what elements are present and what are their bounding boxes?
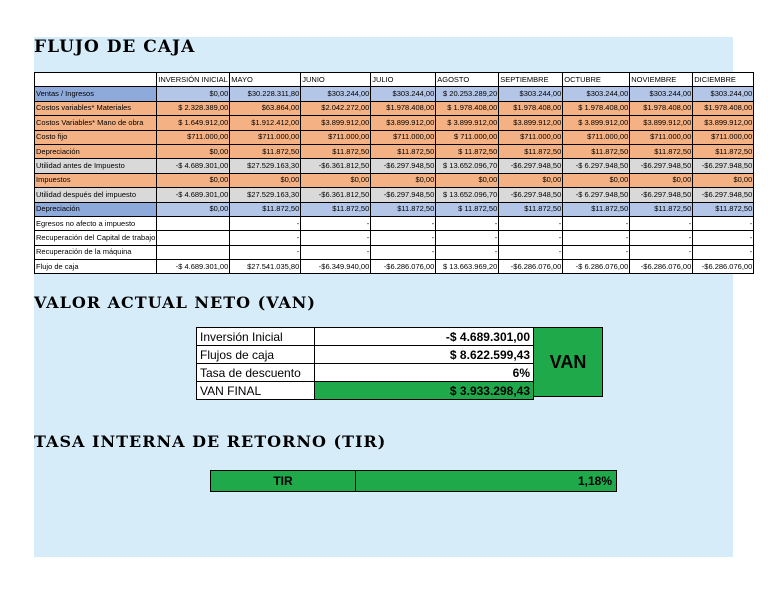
table-cell: $711.000,00	[301, 130, 371, 144]
van-title: VALOR ACTUAL NETO (VAN)	[34, 293, 316, 312]
row-label: Flujo de caja	[35, 260, 157, 274]
table-cell: $11.872,50	[630, 202, 693, 216]
row-label: Ventas / Ingresos	[35, 87, 157, 101]
table-cell: $11.872,50	[499, 144, 563, 158]
table-cell: $11.872,50	[371, 144, 436, 158]
column-header: OCTUBRE	[563, 73, 630, 87]
table-cell: -$ 4.689.301,00	[157, 188, 230, 202]
table-cell: $ 3.899.912,00	[436, 116, 499, 130]
table-cell: $0,00	[371, 173, 436, 187]
row-label: Utilidad antes de Impuesto	[35, 159, 157, 173]
table-cell: $3.899.912,00	[630, 116, 693, 130]
table-cell: -	[436, 216, 499, 230]
van-row	[197, 382, 534, 400]
table-cell: $0,00	[630, 173, 693, 187]
header-row	[35, 73, 754, 87]
cashflow-table	[34, 72, 754, 274]
table-cell: $27.529.163,30	[230, 188, 301, 202]
column-header: NOVIEMBRE	[630, 73, 693, 87]
table-cell: -	[563, 216, 630, 230]
row-label: Egresos no afecto a impuesto	[35, 216, 157, 230]
table-cell: -	[301, 231, 371, 245]
table-cell: $ 1.649.912,00	[157, 116, 230, 130]
column-header: AGOSTO	[436, 73, 499, 87]
table-cell: $711.000,00	[563, 130, 630, 144]
table-cell: -	[693, 245, 754, 259]
table-cell: -$6.361.812,50	[301, 159, 371, 173]
tir-label: TIR	[211, 471, 356, 491]
table-cell: $303.244,00	[563, 87, 630, 101]
table-cell: $711.000,00	[157, 130, 230, 144]
table-cell: $303.244,00	[301, 87, 371, 101]
table-row	[35, 116, 754, 130]
table-cell: -	[499, 231, 563, 245]
table-cell: -$6.349.940,00	[301, 260, 371, 274]
table-cell: $11.872,50	[230, 202, 301, 216]
table-cell: $711.000,00	[630, 130, 693, 144]
row-label: Utilidad después del impuesto	[35, 188, 157, 202]
van-row	[197, 364, 534, 382]
table-row	[35, 101, 754, 115]
table-cell: -$6.297.948,50	[693, 159, 754, 173]
table-cell: $63.864,00	[230, 101, 301, 115]
table-cell: $27.541.035,80	[230, 260, 301, 274]
table-cell: -	[371, 245, 436, 259]
table-cell: -	[693, 231, 754, 245]
table-cell: -$6.286.076,00	[693, 260, 754, 274]
table-cell: $303.244,00	[371, 87, 436, 101]
table-cell: $1.912.412,00	[230, 116, 301, 130]
tir-value: 1,18%	[577, 474, 612, 488]
table-cell: $ 3.899.912,00	[563, 116, 630, 130]
table-cell: $3.899.912,00	[371, 116, 436, 130]
row-label: Depreciación	[35, 202, 157, 216]
table-cell: $0,00	[157, 87, 230, 101]
table-cell: $ 11.872,50	[436, 202, 499, 216]
table-cell: -	[563, 245, 630, 259]
table-row	[35, 260, 754, 274]
column-header	[35, 73, 157, 87]
column-header: DICIEMBRE	[693, 73, 754, 87]
table-cell: -	[301, 245, 371, 259]
table-cell: $0,00	[157, 144, 230, 158]
column-header: INVERSIÓN INICIAL	[157, 73, 230, 87]
table-cell: -$6.286.076,00	[371, 260, 436, 274]
table-cell: -	[230, 231, 301, 245]
table-cell: -	[371, 231, 436, 245]
table-cell: $303.244,00	[630, 87, 693, 101]
table-cell: $0,00	[499, 173, 563, 187]
table-cell: $1.978.408,00	[499, 101, 563, 115]
table-cell: $ 11.872,50	[436, 144, 499, 158]
table-cell: $3.899.912,00	[693, 116, 754, 130]
table-cell: $711.000,00	[371, 130, 436, 144]
table-row	[35, 231, 754, 245]
table-cell: $27.529.163,30	[230, 159, 301, 173]
table-cell: $11.872,50	[371, 202, 436, 216]
table-cell: -$6.297.948,50	[630, 188, 693, 202]
table-cell: -$6.297.948,50	[371, 188, 436, 202]
cashflow-title: FLUJO DE CAJA	[34, 37, 196, 57]
table-cell: -	[499, 245, 563, 259]
column-header: JUNIO	[301, 73, 371, 87]
table-cell: -	[301, 216, 371, 230]
van-badge: VAN	[533, 327, 603, 397]
table-cell: -$6.297.948,50	[499, 159, 563, 173]
table-cell: -	[630, 245, 693, 259]
table-cell: $0,00	[436, 173, 499, 187]
table-cell: $ 2.328.389,00	[157, 101, 230, 115]
table-row	[35, 173, 754, 187]
van-value: $ 8.622.599,43	[315, 346, 534, 364]
table-cell: -$ 6.286.076,00	[563, 260, 630, 274]
table-cell: $11.872,50	[693, 202, 754, 216]
table-cell: $ 13.663.969,20	[436, 260, 499, 274]
table-cell: -	[563, 231, 630, 245]
table-cell: -	[230, 216, 301, 230]
table-cell: -	[630, 216, 693, 230]
table-cell: $0,00	[157, 202, 230, 216]
table-cell: -$6.297.948,50	[630, 159, 693, 173]
table-cell: -$ 6.297.948,50	[563, 159, 630, 173]
van-value: 6%	[315, 364, 534, 382]
table-cell: $1.978.408,00	[371, 101, 436, 115]
table-cell: $0,00	[563, 173, 630, 187]
table-cell: $ 13.652.096,70	[436, 188, 499, 202]
table-cell: $3.899.912,00	[499, 116, 563, 130]
table-cell: $0,00	[157, 173, 230, 187]
table-cell: $11.872,50	[563, 202, 630, 216]
table-cell: $11.872,50	[301, 144, 371, 158]
van-row	[197, 346, 534, 364]
table-cell	[157, 231, 230, 245]
table-cell: $2.042.272,00	[301, 101, 371, 115]
table-cell: $11.872,50	[693, 144, 754, 158]
table-cell: -	[436, 231, 499, 245]
table-cell: $11.872,50	[630, 144, 693, 158]
table-row	[35, 202, 754, 216]
column-header: MAYO	[230, 73, 301, 87]
table-cell	[157, 245, 230, 259]
van-value: -$ 4.689.301,00	[315, 328, 534, 346]
table-cell: $711.000,00	[693, 130, 754, 144]
table-cell: $3.899.912,00	[301, 116, 371, 130]
table-cell: -$ 4.689.301,00	[157, 159, 230, 173]
table-cell: $11.872,50	[301, 202, 371, 216]
table-row	[35, 130, 754, 144]
row-label: Depreciación	[35, 144, 157, 158]
table-cell: -$6.286.076,00	[630, 260, 693, 274]
van-label: VAN FINAL	[197, 382, 315, 400]
table-cell: $303.244,00	[499, 87, 563, 101]
table-cell: -$6.297.948,50	[371, 159, 436, 173]
table-cell: $0,00	[693, 173, 754, 187]
table-cell: $711.000,00	[230, 130, 301, 144]
table-cell: $ 20.253.289,20	[436, 87, 499, 101]
row-label: Recuperación del Capital de trabajo	[35, 231, 157, 245]
table-cell: -	[371, 216, 436, 230]
row-label: Recuperación de la máquina	[35, 245, 157, 259]
table-cell: -$ 6.297.948,50	[563, 188, 630, 202]
table-cell: $11.872,50	[230, 144, 301, 158]
table-row	[35, 245, 754, 259]
table-cell: -	[499, 216, 563, 230]
van-table	[196, 327, 534, 400]
table-cell: $ 1.978.408,00	[563, 101, 630, 115]
table-cell: $1.978.408,00	[630, 101, 693, 115]
van-label: Flujos de caja	[197, 346, 315, 364]
table-cell: $ 1.978.408,00	[436, 101, 499, 115]
table-row	[35, 159, 754, 173]
van-row	[197, 328, 534, 346]
column-header: JULIO	[371, 73, 436, 87]
van-label: Inversión Inicial	[197, 328, 315, 346]
row-label: Costos variables* Materiales	[35, 101, 157, 115]
column-header: SEPTIEMBRE	[499, 73, 563, 87]
van-label: Tasa de descuento	[197, 364, 315, 382]
row-label: Costo fijo	[35, 130, 157, 144]
table-row	[35, 87, 754, 101]
table-cell: $ 13.652.096,70	[436, 159, 499, 173]
table-cell: $711.000,00	[499, 130, 563, 144]
van-value: $ 3.933.298,43	[315, 382, 534, 400]
table-cell: $11.872,50	[563, 144, 630, 158]
table-cell: $30.228.311,80	[230, 87, 301, 101]
table-cell: -$6.297.948,50	[499, 188, 563, 202]
table-cell: -	[630, 231, 693, 245]
table-cell: -	[230, 245, 301, 259]
row-label: Impuestos	[35, 173, 157, 187]
tir-row	[210, 470, 617, 492]
table-cell: -$6.286.076,00	[499, 260, 563, 274]
row-label: Costos Variables* Mano de obra	[35, 116, 157, 130]
table-cell: -$6.361.812,50	[301, 188, 371, 202]
table-cell: $0,00	[230, 173, 301, 187]
table-cell: $0,00	[301, 173, 371, 187]
table-cell: $1.978.408,00	[693, 101, 754, 115]
table-cell: -$6.297.948,50	[693, 188, 754, 202]
table-cell: -	[436, 245, 499, 259]
table-cell: $ 711.000,00	[436, 130, 499, 144]
tir-title: TASA INTERNA DE RETORNO (TIR)	[34, 432, 387, 451]
table-row	[35, 188, 754, 202]
table-row	[35, 216, 754, 230]
table-cell	[157, 216, 230, 230]
table-row	[35, 144, 754, 158]
table-cell: -$ 4.689.301,00	[157, 260, 230, 274]
table-cell: $303.244,00	[693, 87, 754, 101]
table-cell: $11.872,50	[499, 202, 563, 216]
table-cell: -	[693, 216, 754, 230]
